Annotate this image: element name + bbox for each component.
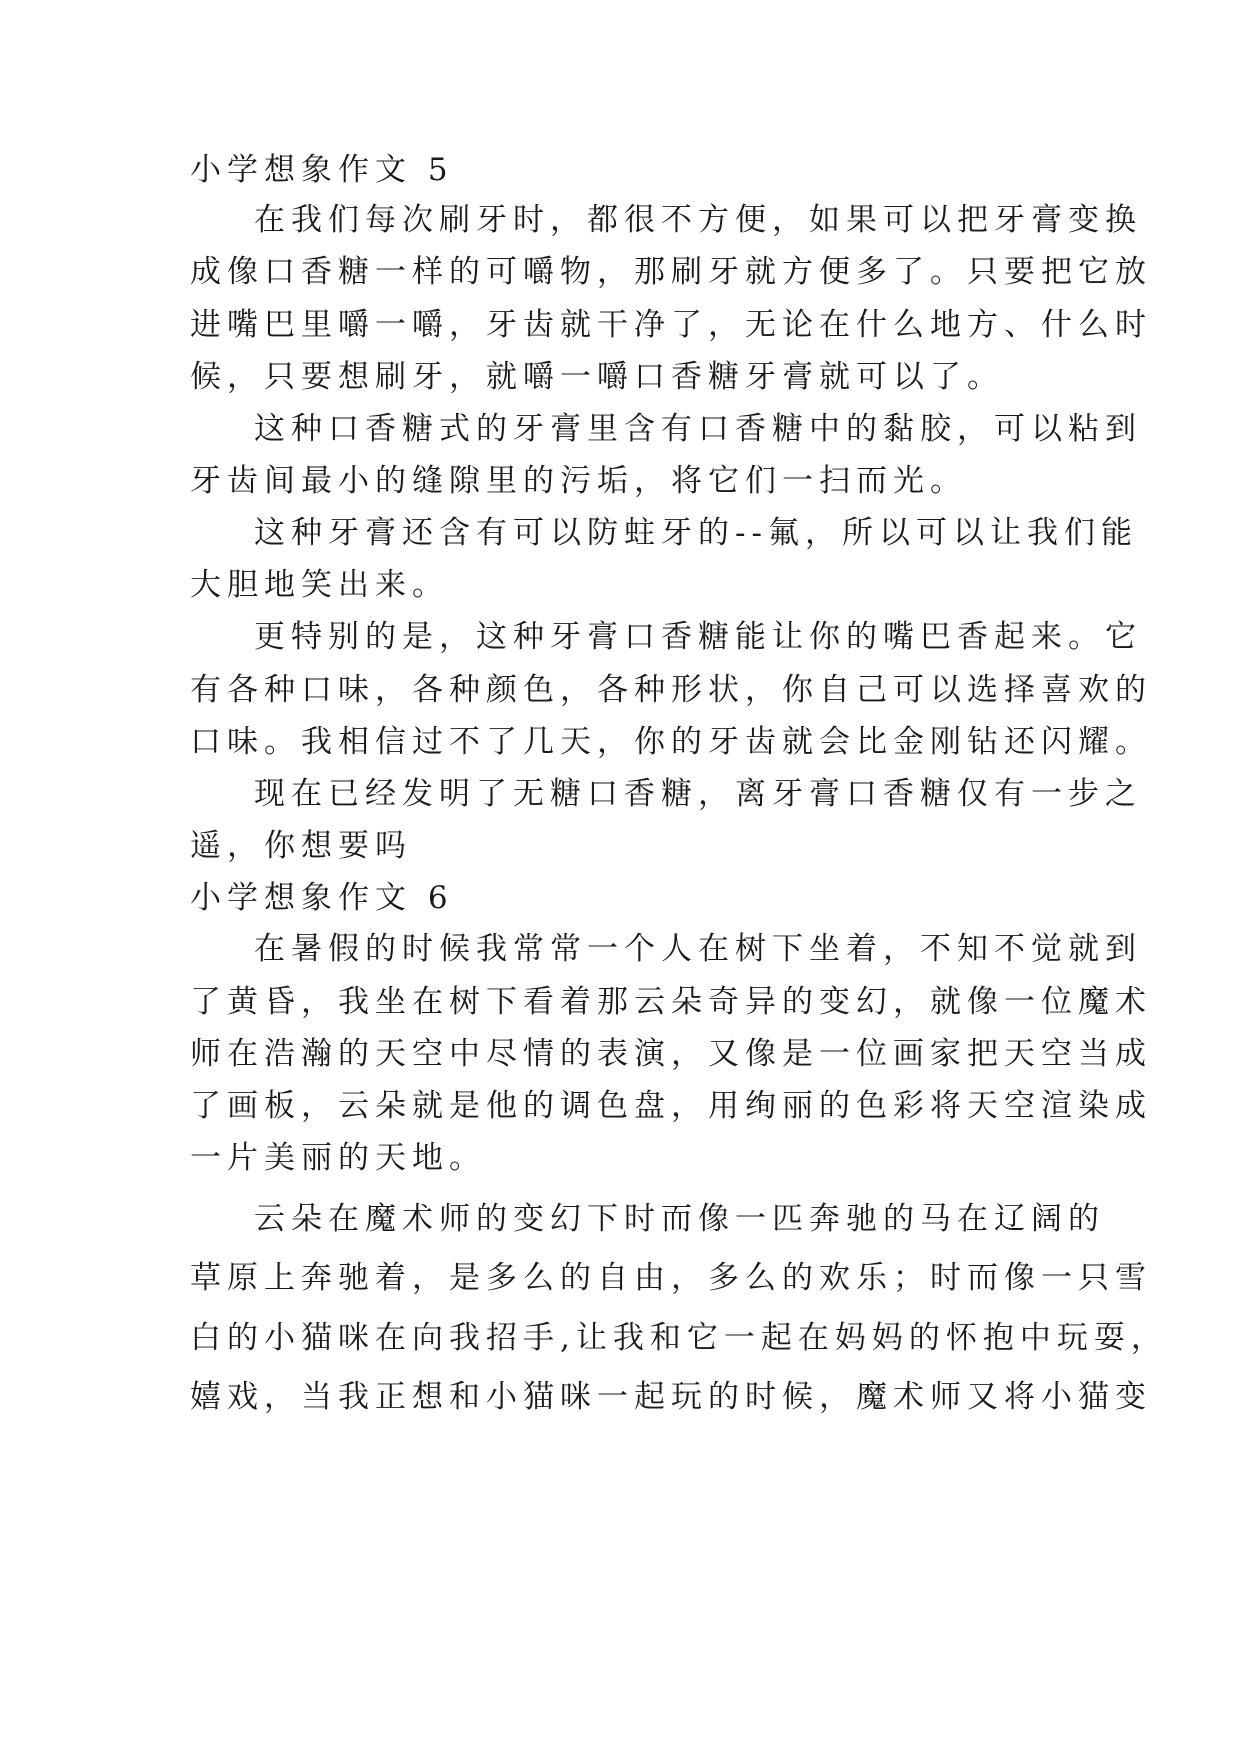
paragraph-line: 这种牙膏还含有可以防蛀牙的--氟，所以可以让我们能 — [254, 515, 1138, 551]
paragraph-line: 大胆地笑出来。 — [190, 567, 449, 603]
paragraph-line: 草原上奔驰着，是多么的自由，多么的欢乐；时而像一只雪 — [190, 1260, 1152, 1296]
paragraph-line: 候，只要想刷牙，就嚼一嚼口香糖牙膏就可以了。 — [190, 359, 1004, 395]
paragraph-line: 更特别的是，这种牙膏口香糖能让你的嘴巴香起来。它 — [254, 619, 1142, 655]
section-title: 小学想象作文 6 — [190, 880, 454, 916]
paragraph-line: 口味。我相信过不了几天，你的牙齿就会比金刚钻还闪耀。 — [190, 724, 1152, 760]
paragraph-line: 在我们每次刷牙时，都很不方便，如果可以把牙膏变换 — [254, 202, 1142, 238]
paragraph-line: 云朵在魔术师的变幻下时而像一匹奔驰的马在辽阔的 — [254, 1201, 1105, 1237]
paragraph-line: 了黄昏，我坐在树下看着那云朵奇异的变幻，就像一位魔术 — [190, 984, 1152, 1020]
paragraph-line: 了画板，云朵就是他的调色盘，用绚丽的色彩将天空渲染成 — [190, 1088, 1152, 1124]
section-title: 小学想象作文 5 — [190, 152, 454, 188]
paragraph-line: 在暑假的时候我常常一个人在树下坐着，不知不觉就到 — [254, 931, 1142, 967]
paragraph-line: 这种口香糖式的牙膏里含有口香糖中的黏胶，可以粘到 — [254, 411, 1142, 447]
paragraph-line: 现在已经发明了无糖口香糖，离牙膏口香糖仅有一步之 — [254, 776, 1142, 812]
paragraph-line: 白的小猫咪在向我招手,让我和它一起在妈妈的怀抱中玩耍， — [190, 1320, 1168, 1356]
paragraph-line: 牙齿间最小的缝隙里的污垢，将它们一扫而光。 — [190, 463, 967, 499]
paragraph-line: 一片美丽的天地。 — [190, 1140, 486, 1176]
paragraph-line: 遥，你想要吗 — [190, 828, 412, 864]
paragraph-line: 进嘴巴里嚼一嚼，牙齿就干净了，无论在什么地方、什么时 — [190, 307, 1152, 343]
paragraph-line: 嬉戏，当我正想和小猫咪一起玩的时候，魔术师又将小猫变 — [190, 1379, 1152, 1415]
paragraph-line: 师在浩瀚的天空中尽情的表演，又像是一位画家把天空当成 — [190, 1036, 1152, 1072]
paragraph-line: 成像口香糖一样的可嚼物，那刷牙就方便多了。只要把它放 — [190, 254, 1152, 290]
paragraph-line: 有各种口味，各种颜色，各种形状，你自己可以选择喜欢的 — [190, 672, 1152, 708]
